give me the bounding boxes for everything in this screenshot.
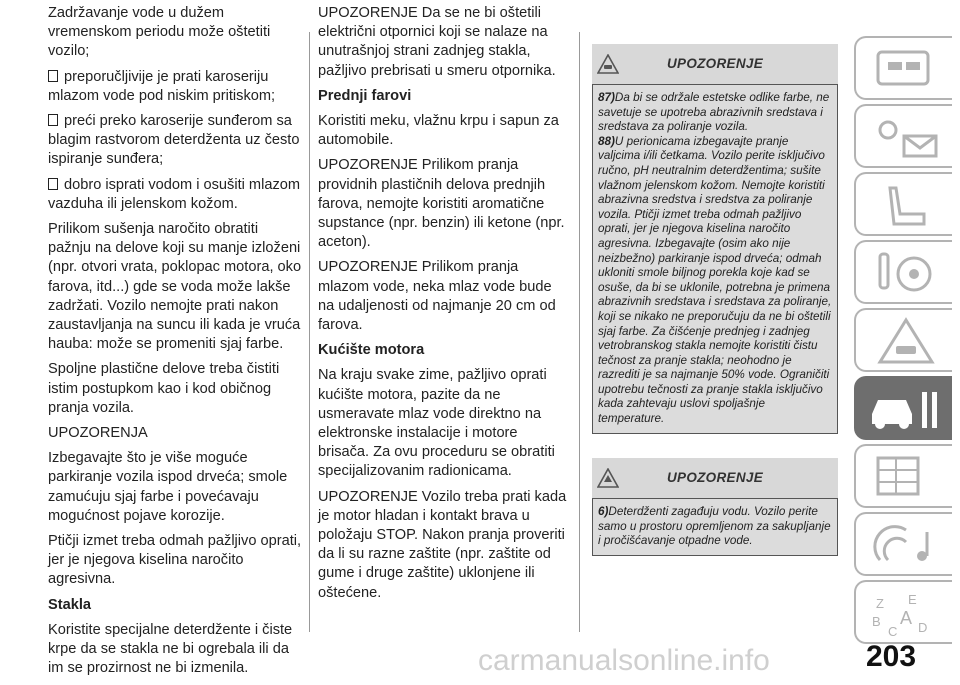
warning-label: UPOZORENJA (48, 425, 148, 442)
media-music-icon (866, 520, 946, 570)
svg-text:C: C (888, 624, 898, 638)
bullet-text: dobro isprati vodom i osušiti mlazom vazduha ili jelenskom kožom. (48, 176, 301, 212)
warning-box-2 (592, 458, 838, 556)
paragraph: UPOZORENJE Da se ne bi oštetili električni otpornici koji se nalaze na unutrašnjoj strani zadnjeg stakla, pažljivo prebrisati u smeru otpornika. (318, 5, 556, 79)
column-divider (579, 32, 580, 632)
tab-index[interactable] (854, 580, 952, 644)
text-column-1 (48, 4, 302, 685)
bullet-item (48, 112, 302, 170)
warning-header (592, 458, 838, 498)
tab-technical-data[interactable] (854, 444, 952, 508)
checkbox-bullet-icon (48, 114, 58, 126)
section-heading-glass: Stakla (48, 596, 91, 613)
car-wrench-icon (866, 384, 946, 434)
warning-car-icon (866, 316, 946, 366)
svg-text:D: D (918, 620, 928, 635)
tab-starting-driving[interactable] (854, 240, 952, 304)
text-column-2 (318, 4, 570, 609)
alphabet-index-icon (866, 588, 946, 638)
paragraph: UPOZORENJE Prilikom pranja mlazom vode, neka mlaz vode bude na udaljenosti od najmanje 20 cm od farova. (318, 259, 556, 334)
tab-emergency[interactable] (854, 308, 952, 372)
warning-header (592, 44, 838, 84)
note-text: Da bi se održale estetske odlike farbe, ne savetuje se upotreba abrazivnih sredstava i sredstava za poliranje vozila. (598, 91, 830, 134)
warning-title: UPOZORENJE (666, 470, 764, 485)
key-steering-icon (866, 248, 946, 298)
section-heading-headlights: Prednji farovi (318, 87, 412, 104)
tab-multimedia[interactable] (854, 512, 952, 576)
car-seat-icon (866, 180, 946, 230)
bullet-text: preći preko karoserije sunđerom sa blagim rastvorom deterdženta uz često ispiranje sunđera; (48, 113, 300, 168)
lights-mail-icon (866, 112, 946, 162)
paragraph: Koristiti meku, vlažnu krpu i sapun za automobile. (318, 113, 559, 149)
paragraph: Spoljne plastične delove treba čistiti istim postupkom kao i kod običnog pranja vozila. (48, 361, 280, 416)
svg-text:A: A (900, 608, 913, 628)
svg-text:Z: Z (876, 596, 884, 611)
watermark: carmanualsonline.info (478, 644, 770, 677)
warning-title: UPOZORENJE (666, 56, 764, 71)
column-divider (309, 32, 310, 632)
warning-body (592, 498, 838, 556)
paragraph: Koristite specijalne deterdžente i čiste krpe da se stakla ne bi ogrebala ili da im se prozirnost ne bi izmenila. (48, 621, 293, 677)
tab-maintenance[interactable] (854, 376, 952, 440)
checkbox-bullet-icon (48, 178, 58, 190)
bullet-item (48, 176, 302, 214)
car-dashboard-icon (866, 44, 946, 94)
checkbox-bullet-icon (48, 70, 58, 82)
note-number: 6) (598, 505, 609, 518)
page-number: 203 (866, 640, 917, 673)
tab-lights-warnings[interactable] (854, 104, 952, 168)
bullet-text: preporučljivije je prati karoseriju mlazom vode pod niskim pritiskom; (48, 68, 276, 104)
svg-text:B: B (872, 614, 881, 629)
paragraph: Izbegavajte što je više moguće parkiranje vozila ispod drveća; smole zamućuju sjaj farbe i povećavaju mogućnost pojave korozije. (48, 450, 288, 524)
warning-body (592, 84, 838, 434)
paragraph: UPOZORENJE Prilikom pranja providnih plastičnih delova prednjih farova, nemojte koristiti aromatične supstance (npr. benzin) ili ketone (npr. aceton). (318, 157, 565, 251)
paragraph: Ptičji izmet treba odmah pažljivo oprati, jer je njegova kiselina naročito agresivna. (48, 533, 302, 588)
paragraph: Na kraju svake zime, pažljivo oprati kućište motora, pazite da ne usmeravate mlaz vode direktno na elektronske instalacije i motore brisača. Za ovu proceduru se obratiti specijalizovanim radionicama. (318, 367, 555, 480)
paragraph: Prilikom sušenja naročito obratiti pažnju na delove koji su manje izloženi (npr. otvori vrata, poklopac motora, oko farova, itd...) gde se voda može lakše zadržati. Vozilo nemojte prati nakon zaustavljanja na suncu ili kada je vruća hauba: može se promeniti sjaj farbe. (48, 221, 302, 353)
note-number: 88) (598, 134, 615, 148)
specs-table-icon (866, 452, 946, 502)
warning-note-88 (598, 135, 832, 427)
paragraph: UPOZORENJE Vozilo treba prati kada je motor hladan i kontakt brava u položaju STOP. Nakon pranja proveriti da li su razne zaštite (npr. zaštite od gume i druge zaštite) uklonjene ili oštećene. (318, 488, 567, 601)
note-text: Deterdženti zagađuju vodu. Vozilo perite samo u prostoru opremljenom za sakupljanje i pročišćavanje otpadne vode. (598, 505, 831, 548)
warning-note-87 (598, 91, 832, 135)
warning-note-6 (598, 505, 832, 549)
bullet-item (48, 68, 302, 106)
note-text: U perionicama izbegavajte pranje valjcima i/ili četkama. Vozilo perite isključivo ručno, pH neutralnim deterdžentima; sušite vlažnom jelenskom kožom. Nemojte koristiti abrazivna sredstva i sredstva za poliranje vozila. Ptičji izmet treba odmah pažljivo oprati, jer je njegova kiselina naročito agresivna. Izbegavajte (osim ako nije neizbežno) parkiranje ispod drveća; odmah ukloniti smole biljnog porekla koje kad se osuše, da bi se uklonile, potrebna je primena abrazivnih sredstava i sredstava za poliranje, koji se nikako ne preporučuju da ne bi oštetili sjaj farbe. Za čišćenje prednjeg i zadnjeg vetrobranskog stakla nemojte koristiti čistu tečnost za pranje stakla; neohodno je razrediti je sa najmanje 50% vode. Ograničiti upotrebu tečnosti za pranje stakla isključivo kada zahtevaju uslovi spoljašnje temperature. (598, 134, 832, 426)
warning-box-1 (592, 44, 838, 434)
tab-dashboard[interactable] (854, 36, 952, 100)
note-number: 87) (598, 91, 615, 104)
paragraph: Zadržavanje vode u dužem vremenskom periodu može oštetiti vozilo; (48, 5, 271, 60)
svg-text:E: E (908, 592, 917, 607)
tab-seat[interactable] (854, 172, 952, 236)
section-heading-engine: Kućište motora (318, 342, 425, 359)
